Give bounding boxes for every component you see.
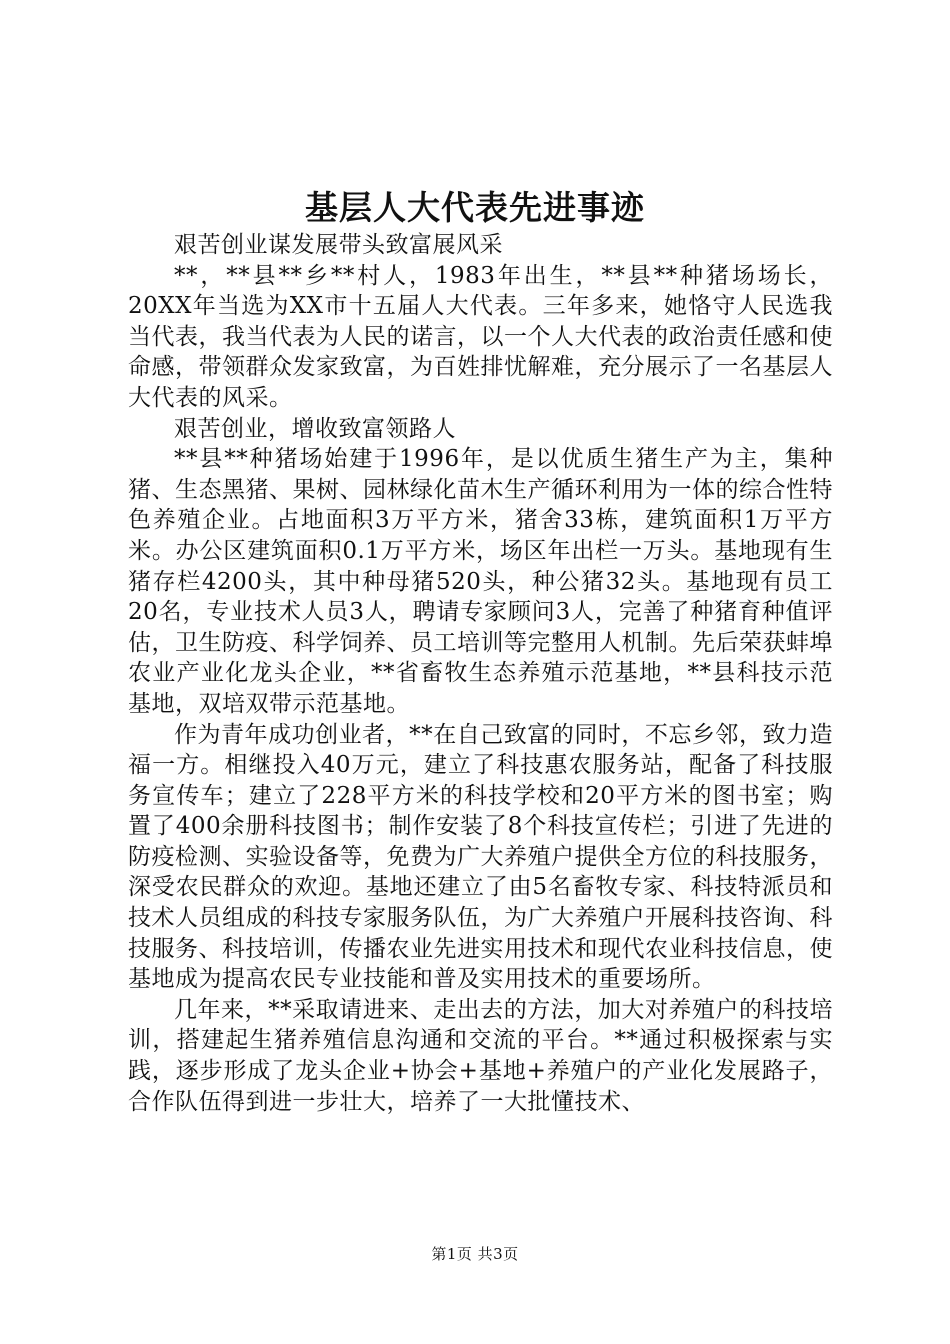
subtitle-paragraph: 艰苦创业谋发展带头致富展风采 <box>174 232 503 258</box>
body-paragraph: 作为青年成功创业者，**在自己致富的同时，不忘乡邻，致力造福一方。相继投入40万元，建立了科技惠农服务站，配备了科技服务宣传车；建立了228平方米的科技学校和20平方米的图书室；购置了400余册科技图书；制作安装了8个科技宣传栏；引进了先进的防疫检测、实验设备等，免费为广大养殖户提供全方位的科技服务，深受农民群众的欢迎。基地还建立了由5名畜牧专家、科技特派员和技术人员组成的科技专家服务队伍，为广大养殖户开展科技咨询、科技服务、科技培训，传播农业先进实用技术和现代农业科技信息，使基地成为提高农民专业技能和普及实用技术的重要场所。 <box>128 721 833 993</box>
section-heading-paragraph: 艰苦创业，增收致富领路人 <box>174 415 456 442</box>
document-body <box>128 230 833 1117</box>
body-paragraph: 几年来，**采取请进来、走出去的方法，加大对养殖户的科技培训，搭建起生猪养殖信息沟通和交流的平台。**通过积极探索与实践，逐步形成了龙头企业+协会+基地+养殖户的产业化发展路子，合作队伍得到进一步壮大，培养了一大批懂技术、 <box>128 996 833 1115</box>
document-title: 基层人大代表先进事迹 <box>305 188 645 227</box>
page-footer: 第1页 共3页 <box>431 1245 519 1263</box>
body-paragraph: **县**种猪场始建于1996年，是以优质生猪生产为主，集种猪、生态黑猪、果树、园林绿化苗木生产循环利用为一体的综合性特色养殖企业。占地面积3万平方米，猪舍33栋，建筑面积1万平方米。办公区建筑面积0.1万平方米，场区年出栏一万头。基地现有生猪存栏4200头，其中种母猪520头，种公猪32头。基地现有员工20名，专业技术人员3人，聘请专家顾问3人，完善了种猪育种值评估，卫生防疫、科学饲养、员工培训等完整用人机制。先后荣获蚌埠农业产业化龙头企业，**省畜牧生态养殖示范基地，**县科技示范基地，双培双带示范基地。 <box>128 446 833 717</box>
body-paragraph: **，**县**乡**村人，1983年出生，**县**种猪场场长，20XX年当选为XX市十五届人大代表。三年多来，她恪守人民选我当代表，我当代表为人民的诺言，以一个人大代表的政治责任感和使命感，带领群众发家致富，为百姓排忧解难，充分展示了一名基层人大代表的风采。 <box>128 262 833 411</box>
